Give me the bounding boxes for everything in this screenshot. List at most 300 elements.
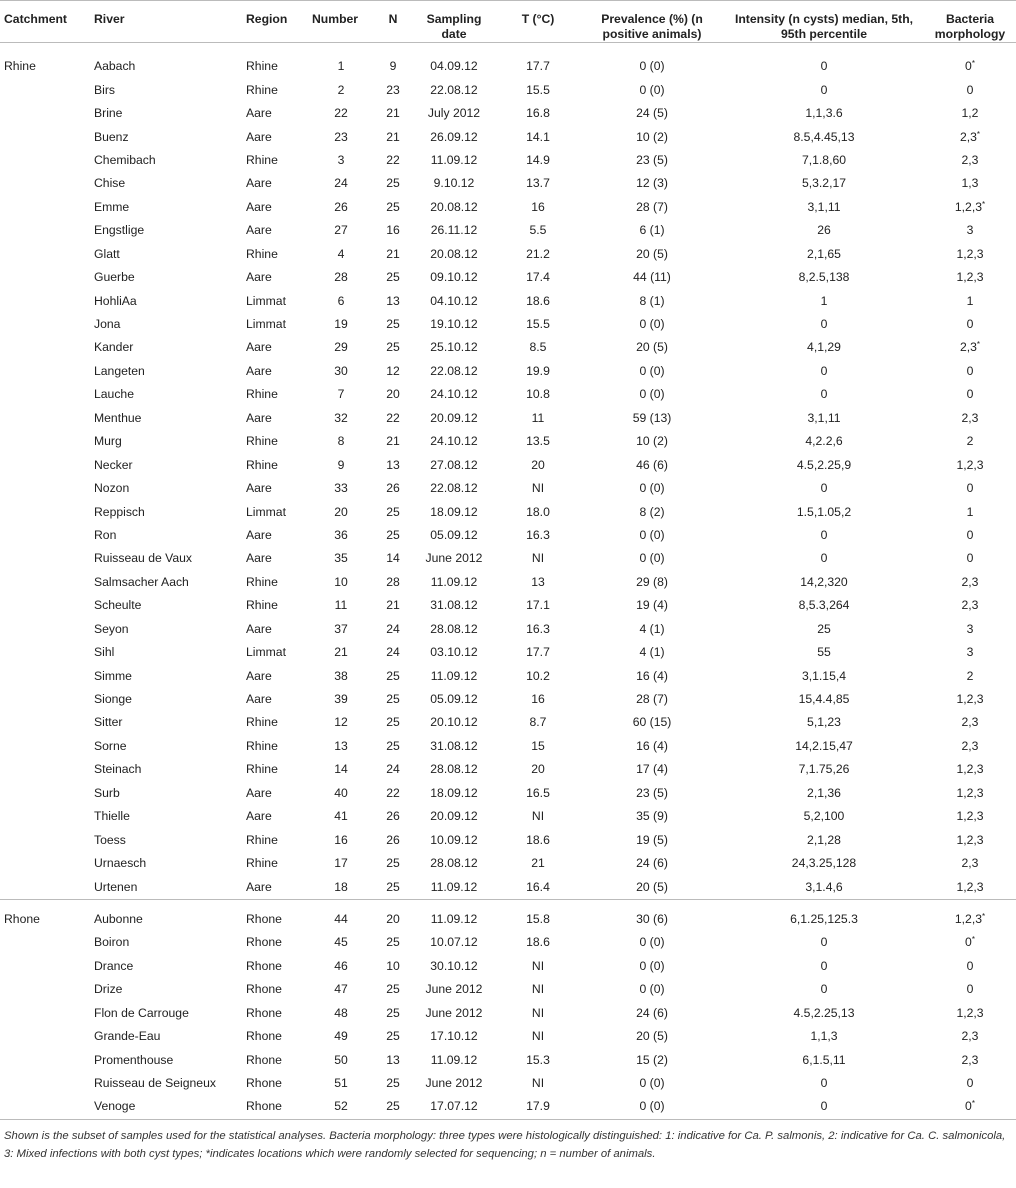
- cell-prevalence: 29 (8): [636, 574, 668, 589]
- cell-sampling-date: 20.09.12: [430, 410, 478, 425]
- cell-river: Drance: [94, 958, 134, 973]
- cell-number: 4: [337, 246, 345, 261]
- cell-catchment: [0, 219, 90, 242]
- cell-sampling-date: 05.09.12: [430, 692, 478, 707]
- cell-river: Glatt: [94, 246, 120, 261]
- bacteria-value: 0: [966, 527, 974, 542]
- table-row: [0, 547, 1016, 570]
- cell-intensity: 7,1.75,26: [798, 762, 850, 777]
- bacteria-value: 1,2,3: [956, 832, 984, 847]
- bacteria-value: 1: [966, 504, 974, 519]
- cell-catchment: [0, 266, 90, 289]
- cell-bacteria-morphology: [924, 149, 1016, 172]
- bacteria-value: 3: [966, 621, 974, 636]
- cell-sampling-date: 22.08.12: [430, 363, 478, 378]
- cell-number: 29: [334, 340, 348, 355]
- table-row: [0, 978, 1016, 1001]
- cell-region: Aare: [246, 692, 272, 707]
- cell-bacteria-morphology: [924, 500, 1016, 523]
- cell-number: 51: [334, 1076, 348, 1091]
- cell-bacteria-morphology: [924, 547, 1016, 570]
- sequencing-marker: *: [976, 129, 981, 139]
- cell-sampling-date: 25.10.12: [430, 340, 478, 355]
- cell-river: Flon de Carrouge: [94, 1005, 189, 1020]
- cell-prevalence: 46 (6): [636, 457, 668, 472]
- cell-temperature: NI: [531, 809, 545, 824]
- sequencing-marker: *: [976, 340, 981, 350]
- table-row: [0, 618, 1016, 641]
- cell-intensity: 3,1,11: [807, 199, 841, 214]
- cell-catchment: [0, 828, 90, 851]
- cell-n: 25: [386, 692, 400, 707]
- cell-catchment: [0, 500, 90, 523]
- cell-sampling-date: 17.10.12: [430, 1029, 478, 1044]
- cell-bacteria-morphology: [924, 243, 1016, 266]
- cell-prevalence: 0 (0): [639, 82, 665, 97]
- cell-number: 7: [337, 387, 345, 402]
- bacteria-value: 0: [966, 958, 974, 973]
- cell-number: 1: [337, 59, 345, 74]
- cell-temperature: NI: [531, 1029, 545, 1044]
- bacteria-value: 2,3: [961, 715, 979, 730]
- table-row: [0, 664, 1016, 687]
- cell-bacteria-morphology: [924, 875, 1016, 899]
- cell-intensity: 0: [820, 935, 828, 950]
- cell-region: Rhone: [246, 1029, 282, 1044]
- cell-region: Rhine: [246, 762, 278, 777]
- cell-bacteria-morphology: [924, 360, 1016, 383]
- cell-bacteria-morphology: [924, 289, 1016, 312]
- cell-n: 26: [386, 809, 400, 824]
- cell-number: 11: [334, 598, 348, 613]
- table-row: [0, 524, 1016, 547]
- cell-n: 24: [386, 645, 400, 660]
- cell-region: Aare: [246, 410, 272, 425]
- table-row: [0, 360, 1016, 383]
- cell-number: 35: [334, 551, 348, 566]
- cell-n: 25: [386, 1005, 400, 1020]
- cell-intensity: 0: [820, 958, 828, 973]
- cell-temperature: 16.8: [526, 106, 550, 121]
- group-spacer: [0, 43, 1016, 56]
- cell-prevalence: 20 (5): [636, 1029, 668, 1044]
- cell-n: 25: [386, 715, 400, 730]
- table-row: [0, 571, 1016, 594]
- bacteria-value: 1,2,3: [956, 1005, 984, 1020]
- cell-river: Kander: [94, 340, 134, 355]
- cell-sampling-date: June 2012: [425, 551, 483, 566]
- bacteria-value: 0: [965, 59, 972, 74]
- bacteria-value: 0: [966, 363, 974, 378]
- cell-bacteria-morphology: [924, 102, 1016, 125]
- cell-number: 49: [334, 1029, 348, 1044]
- cell-bacteria-morphology: [924, 1002, 1016, 1025]
- cell-intensity: 25: [817, 621, 831, 636]
- cell-catchment: [0, 149, 90, 172]
- cell-sampling-date: 20.08.12: [430, 246, 478, 261]
- cell-sampling-date: 28.08.12: [430, 621, 478, 636]
- cell-sampling-date: 22.08.12: [430, 481, 478, 496]
- cell-temperature: 21: [531, 856, 545, 871]
- cell-intensity: 0: [820, 317, 828, 332]
- cell-number: 26: [334, 199, 348, 214]
- cell-temperature: NI: [531, 982, 545, 997]
- cell-number: 16: [334, 832, 348, 847]
- cell-region: Aare: [246, 481, 272, 496]
- cell-temperature: 16.4: [526, 879, 550, 894]
- cell-n: 13: [386, 293, 400, 308]
- cell-intensity: 3,1.15,4: [801, 668, 847, 683]
- cell-intensity: 1,1,3: [810, 1029, 838, 1044]
- cell-intensity: 5,3.2,17: [801, 176, 847, 191]
- cell-region: Limmat: [246, 645, 286, 660]
- cell-number: 17: [334, 856, 348, 871]
- cell-bacteria-morphology: [924, 172, 1016, 195]
- cell-region: Aare: [246, 106, 272, 121]
- table-row: [0, 383, 1016, 406]
- cell-region: Aare: [246, 270, 272, 285]
- cell-region: Rhine: [246, 598, 278, 613]
- table-row: [0, 196, 1016, 219]
- cell-prevalence: 16 (4): [636, 668, 668, 683]
- cell-n: 25: [386, 504, 400, 519]
- cell-n: 25: [386, 935, 400, 950]
- bacteria-value: 2: [966, 434, 974, 449]
- cell-bacteria-morphology: [924, 55, 1016, 78]
- cell-bacteria-morphology: [924, 758, 1016, 781]
- table-row: [0, 828, 1016, 851]
- cell-catchment: [0, 852, 90, 875]
- cell-catchment: [0, 524, 90, 547]
- table-row: [0, 453, 1016, 476]
- cell-bacteria-morphology: [924, 828, 1016, 851]
- cell-prevalence: 10 (2): [636, 129, 668, 144]
- cell-river: Surb: [94, 785, 120, 800]
- cell-temperature: 18.0: [526, 504, 550, 519]
- cell-intensity: 3,1.4,6: [805, 879, 843, 894]
- cell-intensity: 1: [820, 293, 828, 308]
- cell-sampling-date: 22.08.12: [430, 82, 478, 97]
- cell-number: 41: [334, 809, 348, 824]
- bacteria-value: 1,2,3: [954, 911, 982, 926]
- cell-river: Chemibach: [94, 152, 156, 167]
- cell-river: HohliAa: [94, 293, 137, 308]
- cell-sampling-date: 18.09.12: [430, 504, 478, 519]
- cell-bacteria-morphology: [924, 430, 1016, 453]
- bacteria-value: 2,3: [959, 129, 977, 144]
- cell-prevalence: 59 (13): [632, 410, 672, 425]
- cell-region: Aare: [246, 199, 272, 214]
- cell-number: 52: [308, 1095, 374, 1119]
- cell-sampling-date: 31.08.12: [430, 598, 478, 613]
- cell-prevalence: 8 (2): [639, 504, 665, 519]
- cell-temperature: 14.1: [526, 129, 550, 144]
- cell-region: Rhone: [246, 982, 282, 997]
- cell-prevalence: 0 (0): [639, 958, 665, 973]
- cell-sampling-date: 20.08.12: [430, 199, 478, 214]
- cell-number: 22: [334, 106, 348, 121]
- group-spacer: [0, 899, 1016, 908]
- cell-catchment: [0, 594, 90, 617]
- cell-prevalence: 28 (7): [636, 692, 668, 707]
- cell-river: Drize: [94, 982, 123, 997]
- cell-n: 21: [386, 434, 400, 449]
- cell-intensity: 1.5,1.05,2: [796, 504, 852, 519]
- cell-temperature: 20: [531, 762, 545, 777]
- header-catchment: Catchment: [4, 12, 67, 26]
- cell-catchment: [0, 782, 90, 805]
- cell-region: Rhine: [246, 387, 278, 402]
- cell-intensity: 14,2,320: [800, 574, 848, 589]
- cell-intensity: 4,1,29: [807, 340, 841, 355]
- bacteria-value: 1,2,3: [956, 270, 984, 285]
- cell-intensity: 8.5,4.45,13: [793, 129, 855, 144]
- cell-n: 22: [386, 410, 400, 425]
- cell-catchment: [0, 955, 90, 978]
- cell-prevalence: 4 (1): [639, 621, 665, 636]
- table-row: [0, 1002, 1016, 1025]
- bacteria-value: 0: [966, 317, 974, 332]
- cell-river: Urtenen: [94, 879, 138, 894]
- cell-river: Necker: [94, 457, 133, 472]
- cell-temperature: 13.7: [526, 176, 550, 191]
- table-row: [0, 266, 1016, 289]
- cell-temperature: 18.6: [526, 293, 550, 308]
- cell-catchment: [0, 664, 90, 687]
- sequencing-marker: *: [981, 199, 986, 209]
- cell-n: 21: [386, 129, 400, 144]
- cell-intensity: 0: [724, 1095, 924, 1119]
- cell-n: 25: [386, 176, 400, 191]
- cell-bacteria-morphology: [924, 477, 1016, 500]
- cell-number: 33: [334, 481, 348, 496]
- cell-n: 20: [386, 387, 400, 402]
- cell-bacteria-morphology: [924, 978, 1016, 1001]
- cell-river: Grande-Eau: [94, 1029, 161, 1044]
- cell-river: Promenthouse: [94, 1052, 174, 1067]
- cell-intensity: 24,3.25,128: [791, 856, 857, 871]
- bacteria-value: 1,2,3: [956, 457, 984, 472]
- cell-sampling-date: 18.09.12: [430, 785, 478, 800]
- cell-sampling-date: 11.09.12: [430, 1052, 478, 1067]
- cell-n: 25: [386, 738, 400, 753]
- cell-catchment: [0, 125, 90, 148]
- cell-number: 20: [334, 504, 348, 519]
- cell-intensity: 2,1,36: [807, 785, 841, 800]
- cell-catchment: [0, 196, 90, 219]
- table-row: [0, 852, 1016, 875]
- cell-temperature: 13: [531, 574, 545, 589]
- cell-river: Salmsacher Aach: [94, 574, 189, 589]
- table-row: [0, 407, 1016, 430]
- table-row: [0, 172, 1016, 195]
- cell-bacteria-morphology: [924, 1072, 1016, 1095]
- cell-prevalence: 17 (4): [636, 762, 668, 777]
- cell-bacteria-morphology: [924, 931, 1016, 954]
- bacteria-value: 2,3: [961, 738, 979, 753]
- cell-n: 25: [386, 1029, 400, 1044]
- cell-sampling-date: 09.10.12: [430, 270, 478, 285]
- cell-sampling-date: 9.10.12: [433, 176, 475, 191]
- cell-sampling-date: 17.07.12: [412, 1095, 496, 1119]
- cell-region: Rhine: [246, 59, 278, 74]
- cell-region: Rhone: [246, 911, 282, 926]
- bacteria-value: 1,2,3: [954, 199, 982, 214]
- header-sampling-date: Sampling date: [426, 12, 482, 41]
- cell-n: 22: [386, 785, 400, 800]
- table-row: [0, 55, 1016, 78]
- cell-number: 2: [337, 82, 345, 97]
- header-region: Region: [246, 12, 288, 26]
- cell-prevalence: 44 (11): [633, 270, 671, 285]
- table-row: [0, 430, 1016, 453]
- cell-catchment: [0, 78, 90, 101]
- header-river: River: [94, 12, 125, 26]
- bacteria-value: 1,2,3: [956, 809, 984, 824]
- cell-intensity: 1,1,3.6: [805, 106, 843, 121]
- cell-n: 25: [386, 527, 400, 542]
- cell-temperature: 20: [531, 457, 545, 472]
- cell-n: 28: [386, 574, 400, 589]
- cell-river: Brine: [94, 106, 123, 121]
- cell-sampling-date: 03.10.12: [430, 645, 478, 660]
- cell-intensity: 0: [820, 82, 828, 97]
- cell-number: 37: [334, 621, 348, 636]
- cell-bacteria-morphology: [924, 125, 1016, 148]
- cell-number: 46: [334, 958, 348, 973]
- cell-n: 25: [374, 1095, 412, 1119]
- cell-prevalence: 0 (0): [639, 363, 665, 378]
- cell-prevalence: 30 (6): [636, 911, 668, 926]
- cell-prevalence: 20 (5): [636, 340, 668, 355]
- cell-intensity: 6,1.5,11: [802, 1052, 846, 1067]
- cell-river: Langeten: [94, 363, 145, 378]
- cell-region: Rhine: [246, 246, 278, 261]
- cell-n: 24: [386, 762, 400, 777]
- cell-sampling-date: 20.09.12: [430, 809, 478, 824]
- cell-n: 25: [386, 856, 400, 871]
- cell-prevalence: 20 (5): [636, 246, 668, 261]
- cell-n: 20: [386, 911, 400, 926]
- cell-intensity: 0: [820, 363, 828, 378]
- cell-sampling-date: June 2012: [425, 982, 483, 997]
- cell-region: Aare: [246, 785, 272, 800]
- table-row: [0, 782, 1016, 805]
- cell-catchment: [0, 313, 90, 336]
- cell-catchment: [0, 172, 90, 195]
- bacteria-value: 1,2,3: [956, 785, 984, 800]
- cell-region: Rhone: [242, 1095, 308, 1119]
- cell-region: Rhine: [246, 152, 278, 167]
- cell-region: Aare: [246, 129, 272, 144]
- cell-prevalence: 24 (6): [636, 1005, 668, 1020]
- bacteria-value: 0: [966, 1076, 974, 1091]
- cell-river: Ron: [94, 527, 117, 542]
- table-row: [0, 735, 1016, 758]
- cell-intensity: 26: [817, 223, 831, 238]
- cell-bacteria-morphology: [924, 782, 1016, 805]
- table-row: [0, 641, 1016, 664]
- cell-bacteria-morphology: [924, 453, 1016, 476]
- table-row: [0, 336, 1016, 359]
- cell-bacteria-morphology: [924, 383, 1016, 406]
- cell-sampling-date: June 2012: [425, 1076, 483, 1091]
- cell-river: Boiron: [94, 935, 130, 950]
- table-row: [0, 931, 1016, 954]
- cell-bacteria-morphology: [924, 852, 1016, 875]
- cell-n: 14: [386, 551, 400, 566]
- cell-catchment: Rhine: [4, 59, 36, 74]
- cell-prevalence: 60 (15): [632, 715, 672, 730]
- cell-number: 47: [334, 982, 348, 997]
- cell-prevalence: 0 (0): [639, 59, 665, 74]
- cell-n: 16: [386, 223, 400, 238]
- cell-region: Aare: [246, 223, 272, 238]
- cell-n: 25: [386, 1076, 400, 1091]
- cell-prevalence: 0 (0): [639, 1076, 665, 1091]
- cell-river: Ruisseau de Vaux: [94, 551, 193, 566]
- cell-river: Venoge: [90, 1095, 242, 1119]
- cell-sampling-date: 24.10.12: [430, 434, 478, 449]
- cell-number: 44: [334, 911, 348, 926]
- cell-intensity: 0: [820, 527, 828, 542]
- cell-temperature: 13.5: [526, 434, 550, 449]
- cell-region: Aare: [246, 809, 272, 824]
- cell-n: 25: [386, 668, 400, 683]
- cell-catchment: [0, 735, 90, 758]
- cell-river: Aubonne: [94, 911, 143, 926]
- sequencing-marker: *: [981, 911, 986, 921]
- cell-temperature: 17.4: [526, 270, 550, 285]
- cell-intensity: 2,1,65: [807, 246, 841, 261]
- cell-bacteria-morphology: [924, 336, 1016, 359]
- cell-prevalence: 0 (0): [639, 935, 665, 950]
- bacteria-value: 0: [966, 481, 974, 496]
- cell-prevalence: 24 (5): [636, 106, 668, 121]
- bacteria-value: 1,2,3: [956, 692, 984, 707]
- cell-river: Birs: [94, 82, 115, 97]
- cell-number: 24: [334, 176, 348, 191]
- header-bacteria-morphology: Bacteria morphology: [934, 12, 1006, 41]
- cell-number: 45: [334, 935, 348, 950]
- cell-region: Rhine: [246, 82, 278, 97]
- cell-intensity: 2,1,28: [807, 832, 841, 847]
- cell-catchment: [0, 360, 90, 383]
- cell-intensity: 15,4.4,85: [798, 692, 850, 707]
- cell-n: 21: [386, 106, 400, 121]
- cell-region: Rhine: [246, 715, 278, 730]
- cell-river: Murg: [94, 434, 122, 449]
- table-row: [0, 594, 1016, 617]
- table-body: [0, 43, 1016, 1120]
- cell-sampling-date: 26.09.12: [430, 129, 478, 144]
- cell-bacteria-morphology: [924, 735, 1016, 758]
- cell-river: Lauche: [94, 387, 134, 402]
- cell-prevalence: 4 (1): [639, 645, 665, 660]
- cell-prevalence: 19 (5): [636, 832, 668, 847]
- cell-intensity: 5,2,100: [803, 809, 845, 824]
- cell-temperature: 18.6: [526, 935, 550, 950]
- cell-region: Rhone: [246, 1052, 282, 1067]
- bacteria-value: 2,3: [961, 152, 979, 167]
- cell-sampling-date: 28.08.12: [430, 762, 478, 777]
- cell-catchment: [0, 571, 90, 594]
- cell-bacteria-morphology: [924, 711, 1016, 734]
- header-n: N: [388, 12, 398, 26]
- table-row: [0, 805, 1016, 828]
- cell-bacteria-morphology: [924, 266, 1016, 289]
- cell-n: 25: [386, 982, 400, 997]
